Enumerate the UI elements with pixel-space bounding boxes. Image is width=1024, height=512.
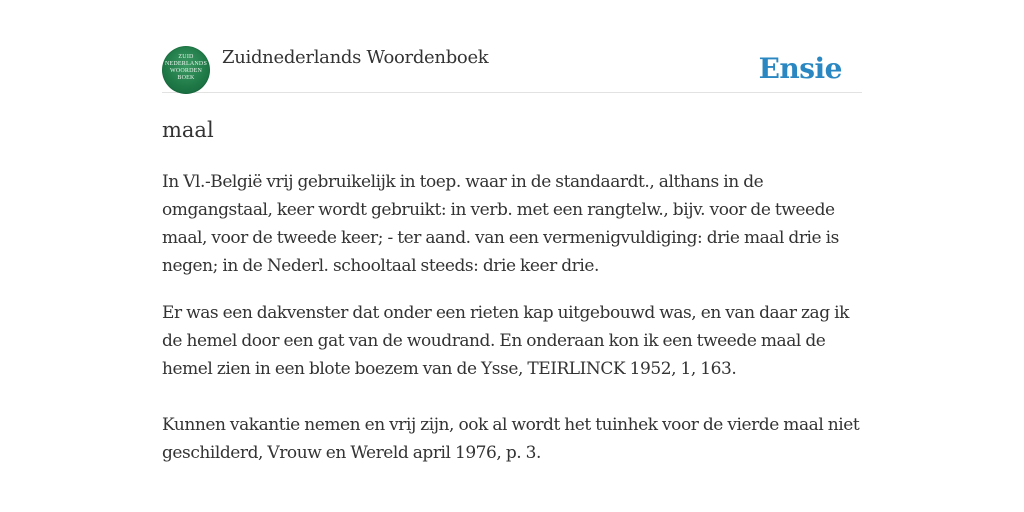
definition-text: In Vl.-België vrij gebruikelijk in toep. waar in de standaardt., althans in de omgangstaal, keer wordt gebruikt: in verb. met een rangtelw., bijv. voor de tweede maal, voor de tweede keer; - ter aand. van een vermenigvuldiging: drie maal drie is negen; in de Nederl. schooltaal steeds: drie keer drie.: [162, 172, 839, 276]
example-quote: Kunnen vakantie nemen en vrij zijn, ook al wordt het tuinhek voor de vierde maal niet geschilderd, Vrouw en Wereld april 1976, p. 3.: [162, 415, 860, 463]
headword: maal: [162, 118, 214, 142]
site-name[interactable]: Zuidnederlands Woordenboek: [222, 47, 489, 68]
logo-text: ZUID NEDERLANDS WOORDEN BOEK: [165, 54, 207, 81]
example-quote: Er was een dakvenster dat onder een rieten kap uitgebouwd was, en van daar zag ik de hemel door een gat van de woudrand. En onderaan kon ik een tweede maal de hemel zien in een blote boezem van de Ysse, TEIRLINCK 1952, 1, 163.: [162, 303, 849, 379]
brand-logo[interactable]: Ensie: [758, 52, 842, 85]
dictionary-logo[interactable]: [162, 46, 210, 94]
header: [162, 46, 862, 93]
entry-card: [162, 0, 862, 512]
